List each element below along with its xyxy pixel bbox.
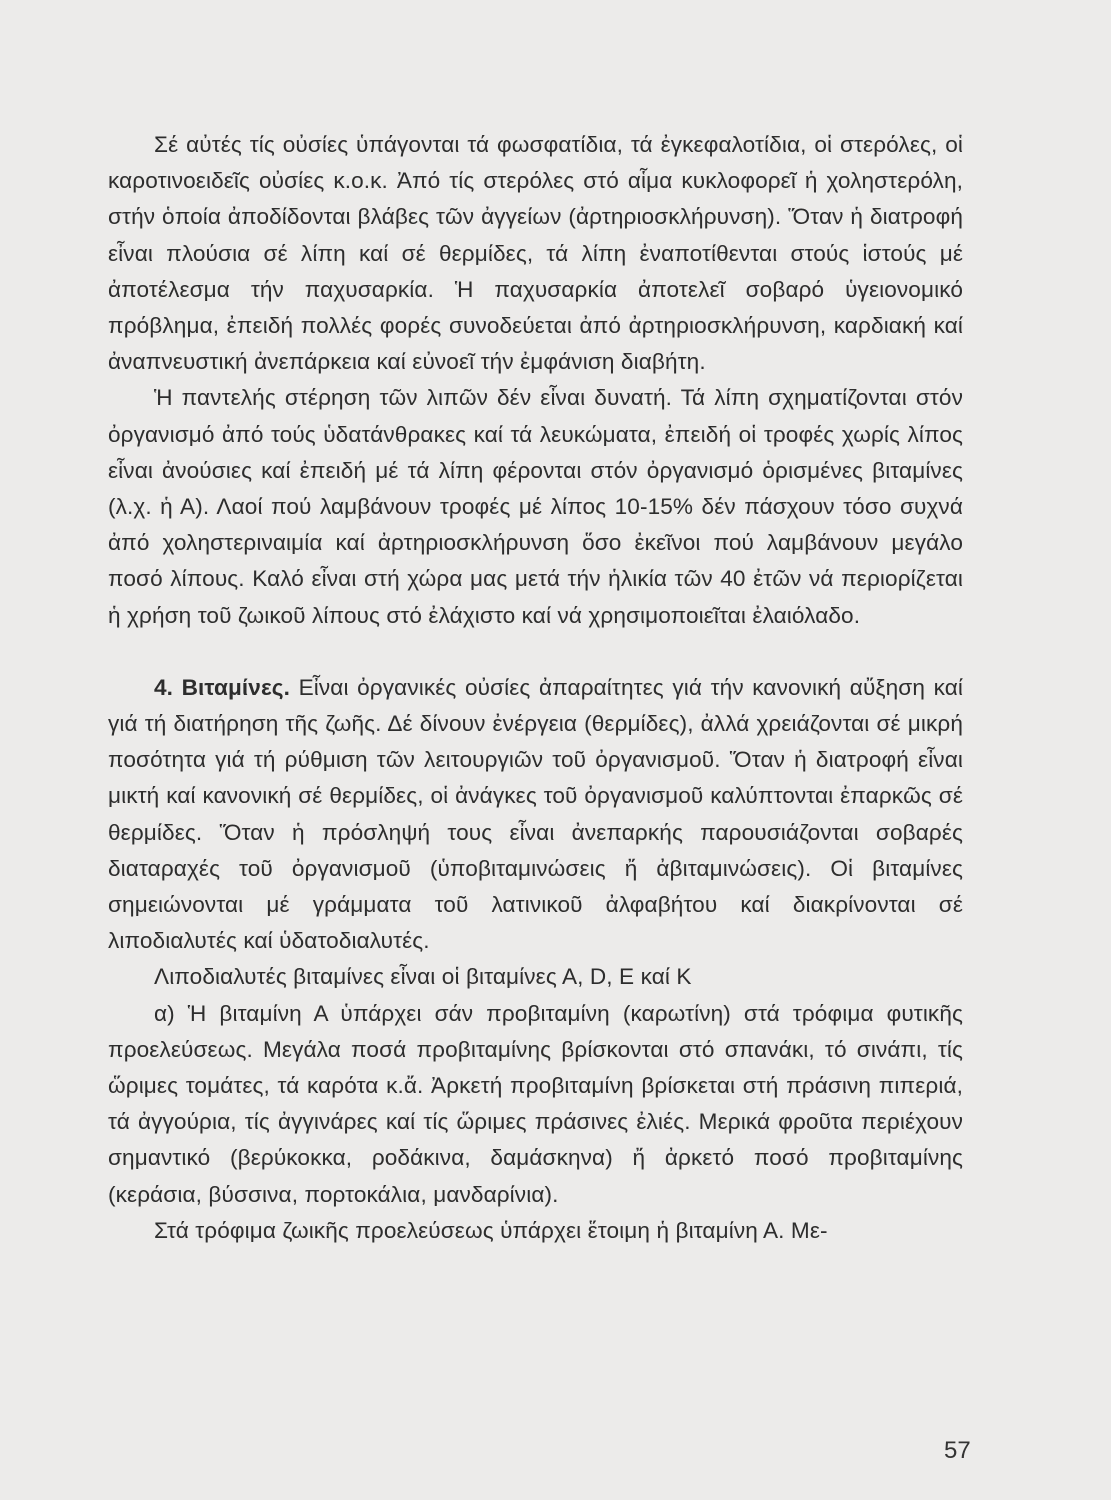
- page-number: 57: [944, 1437, 971, 1464]
- section-spacer: [108, 634, 963, 670]
- section-number: 4.: [154, 674, 174, 700]
- section-intro-text: Εἶναι ὀργανικές οὐσίες ἀπαραίτητες γιά τήν κανονική αὔξηση καί γιά τή διατήρηση τῆς ζωῆς. Δέ δίνουν ἐνέργεια (θερμίδες), ἀλλά χρειάζονται σέ μικρή ποσότητα γιά τή ρύθμιση τῶν λειτουργιῶν τοῦ ὀργανισμοῦ. Ὅταν ἡ διατροφή εἶναι μικτή καί κανονική σέ θερμίδες, οἱ ἀνάγκες τοῦ ὀργανισμοῦ καλύπτονται ἐπαρκῶς σέ θερμίδες. Ὅταν ἡ πρόσληψή τους εἶναι ἀνεπαρκής παρουσιάζονται σοβαρές διαταραχές τοῦ ὀργανισμοῦ (ὑποβιταμινώσεις ἤ ἀβιταμινώσεις). Οἱ βιταμίνες σημειώνονται μέ γράμματα τοῦ λατινικοῦ ἀλφαβήτου καί διακρίνονται σέ λιποδιαλυτές καί ὑδατοδιαλυτές.: [108, 674, 963, 954]
- page-text: [108, 127, 963, 1249]
- vitamin-a-paragraph: α) Ἡ βιταμίνη Α ὑπάρχει σάν προβιταμίνη (καρωτίνη) στά τρόφιμα φυτικῆς προελεύσεως. Μεγάλα ποσά προβιταμίνης βρίσκονται στό σπανάκι, τό σινάπι, τίς ὥριμες τομάτες, τά καρότα κ.ἄ. Ἀρκετή προβιταμίνη βρίσκεται στή πράσινη πιπεριά, τά ἀγγούρια, τίς ἀγγινάρες καί τίς ὥριμες πράσινες ἐλιές. Μερικά φροῦτα περιέχουν σημαντικό (βερύκοκκα, ροδάκινα, δαμάσκηνα) ἤ ἀρκετό ποσό προβιταμίνης (κεράσια, βύσσινα, πορτοκάλια, μανδαρίνια).: [108, 1000, 963, 1207]
- paragraph-lipids-intro: Σέ αὐτές τίς οὐσίες ὑπάγονται τά φωσφατίδια, τά ἐγκεφαλοτίδια, οἱ στερόλες, οἱ καροτινοειδεῖς οὐσίες κ.ο.κ. Ἀπό τίς στερόλες στό αἷμα κυκλοφορεῖ ἡ χοληστερόλη, στήν ὁποία ἀποδίδονται βλάβες τῶν ἀγγείων (ἀρτηριοσκλήρυνση). Ὅταν ἡ διατροφή εἶναι πλούσια σέ λίπη καί σέ θερμίδες, τά λίπη ἐναποτίθενται στούς ἱστούς μέ ἀποτέλεσμα τήν παχυσαρκία. Ἡ παχυσαρκία ἀποτελεῖ σοβαρό ὑγειονομικό πρόβλημα, ἐπειδή πολλές φορές συνοδεύεται ἀπό ἀρτηριοσκλήρυνση, καρδιακή καί ἀναπνευστική ἀνεπάρκεια καί εὐνοεῖ τήν ἐμφάνιση διαβήτη.: [108, 132, 963, 375]
- paragraph-lipid-restriction: Ἡ παντελής στέρηση τῶν λιπῶν δέν εἶναι δυνατή. Τά λίπη σχηματίζονται στόν ὀργανισμό ἀπό τούς ὑδατάνθρακες καί τά λευκώματα, ἐπειδή οἱ τροφές χωρίς λίπος εἶναι ἀνούσιες καί ἐπειδή μέ τά λίπη φέρονται στόν ὀργανισμό ὁρισμένες βιταμίνες (λ.χ. ἡ Α). Λαοί πού λαμβάνουν τροφές μέ λίπος 10-15% δέν πάσχουν τόσο συχνά ἀπό χοληστεριναιμία καί ἀρτηριοσκλήρυνση ὅσο ἐκεῖνοι πού λαμβάνουν μεγάλο ποσό λίπους. Καλό εἶναι στή χώρα μας μετά τήν ἡλικία τῶν 40 ἐτῶν νά περιορίζεται ἡ χρήση τοῦ ζωικοῦ λίπους στό ἐλάχιστο καί νά χρησιμοποιεῖται ἐλαιόλαδο.: [108, 385, 963, 628]
- vitamins-section-paragraph: [108, 670, 963, 960]
- fat-soluble-vitamins-heading: Λιποδιαλυτές βιταμίνες εἶναι οἱ βιταμίνες Α, D, Ε καί Κ: [154, 964, 692, 990]
- section-title: Βιταμίνες.: [181, 674, 290, 700]
- final-paragraph: Στά τρόφιμα ζωικῆς προελεύσεως ὑπάρχει ἕτοιμη ἡ βιταμίνη Α. Με-: [154, 1217, 828, 1243]
